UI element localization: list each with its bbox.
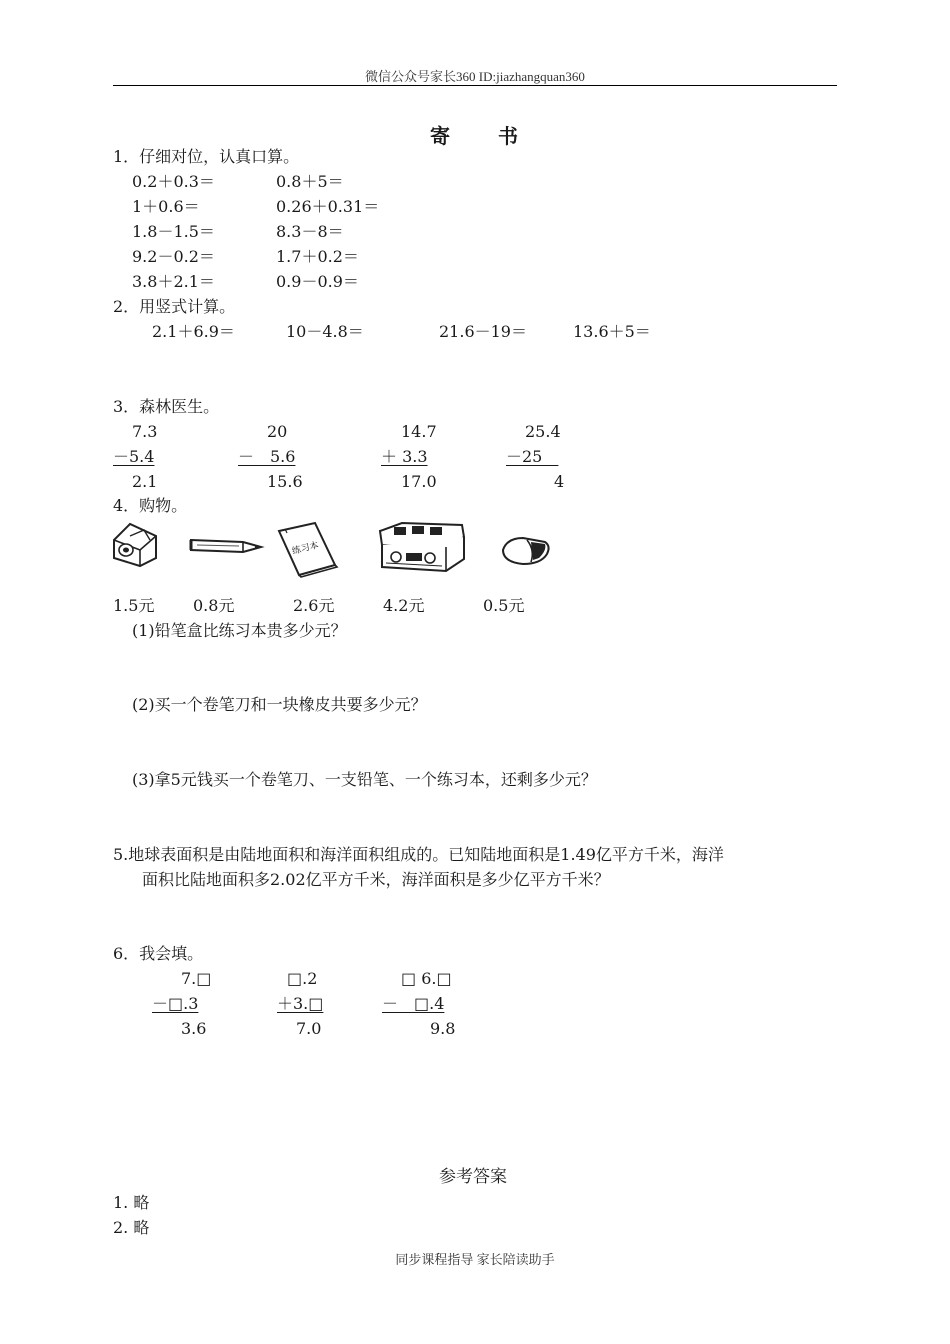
q6-operand: ＋3.□ (277, 994, 324, 1013)
price-pencil: 0.8元 (193, 596, 235, 615)
header-rule (113, 85, 837, 86)
answer-item: 2. 略 (113, 1218, 150, 1237)
title-char-2: 书 (498, 124, 520, 148)
pencil-box-illustration (372, 517, 468, 577)
pencil-sharpener-illustration (110, 518, 162, 570)
q3-top: 7.3 (132, 422, 158, 441)
q3-operand: －5.4 (113, 447, 155, 466)
q3-operand: － 5.6 (238, 447, 296, 466)
q3-top: 25.4 (525, 422, 561, 441)
q3-heading: 3．森林医生。 (113, 397, 220, 416)
q6-top: □.2 (287, 969, 318, 988)
q4-heading: 4．购物。 (113, 496, 188, 515)
q1-item: 0.9－0.9＝ (276, 272, 359, 291)
q3-result: 17.0 (401, 472, 437, 491)
price-exercise-book: 2.6元 (293, 596, 335, 615)
q2-item: 13.6＋5＝ (573, 322, 651, 341)
q1-item: 9.2－0.2＝ (132, 247, 215, 266)
price-sharpener: 1.5元 (113, 596, 155, 615)
q5-line2: 面积比陆地面积多2.02亿平方千米，海洋面积是多少亿平方千米？ (142, 870, 610, 889)
q3-result: 15.6 (267, 472, 303, 491)
q1-item: 1＋0.6＝ (132, 197, 200, 216)
price-eraser: 0.5元 (483, 596, 525, 615)
q1-item: 1.8－1.5＝ (132, 222, 215, 241)
q4-sub2: (2)买一个卷笔刀和一块橡皮共要多少元？ (132, 695, 427, 714)
q6-top: □ 6.□ (401, 969, 452, 988)
q2-item: 2.1＋6.9＝ (152, 322, 235, 341)
q3-result: 4 (554, 472, 565, 491)
pencil-illustration (187, 532, 265, 558)
q3-top: 20 (267, 422, 288, 441)
title-char-1: 寄 (430, 124, 452, 148)
q3-operand: ＋ 3.3 (381, 447, 428, 466)
answer-item: 1. 略 (113, 1193, 150, 1212)
q6-operand: － □.4 (382, 994, 445, 1013)
q3-result: 2.1 (132, 472, 158, 491)
q1-heading: 1．仔细对位，认真口算。 (113, 147, 300, 166)
q6-result: 9.8 (430, 1019, 456, 1038)
page-header: 微信公众号家长360 ID:jiazhangquan360 (365, 69, 585, 84)
q3-operand: －25 (506, 447, 559, 466)
q1-item: 1.7＋0.2＝ (276, 247, 359, 266)
exercise-book-illustration (275, 521, 339, 579)
q6-result: 3.6 (181, 1019, 207, 1038)
q1-item: 0.26＋0.31＝ (276, 197, 380, 216)
book-cover-label: 练习本 (291, 540, 320, 557)
q2-item: 10－4.8＝ (286, 322, 364, 341)
q2-heading: 2．用竖式计算。 (113, 297, 236, 316)
page-footer: 同步课程指导 家长陪读助手 (395, 1252, 555, 1267)
eraser-illustration (497, 534, 553, 568)
q6-operand: －□.3 (152, 994, 199, 1013)
q1-item: 0.2＋0.3＝ (132, 172, 215, 191)
q1-item: 8.3－8＝ (276, 222, 344, 241)
q1-item: 0.8＋5＝ (276, 172, 344, 191)
answers-title: 参考答案 (439, 1167, 507, 1187)
q2-item: 21.6－19＝ (439, 322, 527, 341)
q6-top: 7.□ (181, 969, 212, 988)
q5-line1: 5.地球表面积是由陆地面积和海洋面积组成的。已知陆地面积是1.49亿平方千米，海洋 (113, 845, 724, 864)
q3-top: 14.7 (401, 422, 437, 441)
price-pencil-box: 4.2元 (383, 596, 425, 615)
q1-item: 3.8＋2.1＝ (132, 272, 215, 291)
q4-sub3: (3)拿5元钱买一个卷笔刀、一支铅笔、一个练习本，还剩多少元？ (132, 770, 597, 789)
q4-sub1: (1)铅笔盒比练习本贵多少元？ (132, 621, 347, 640)
q6-result: 7.0 (296, 1019, 322, 1038)
q6-heading: 6．我会填。 (113, 944, 204, 963)
